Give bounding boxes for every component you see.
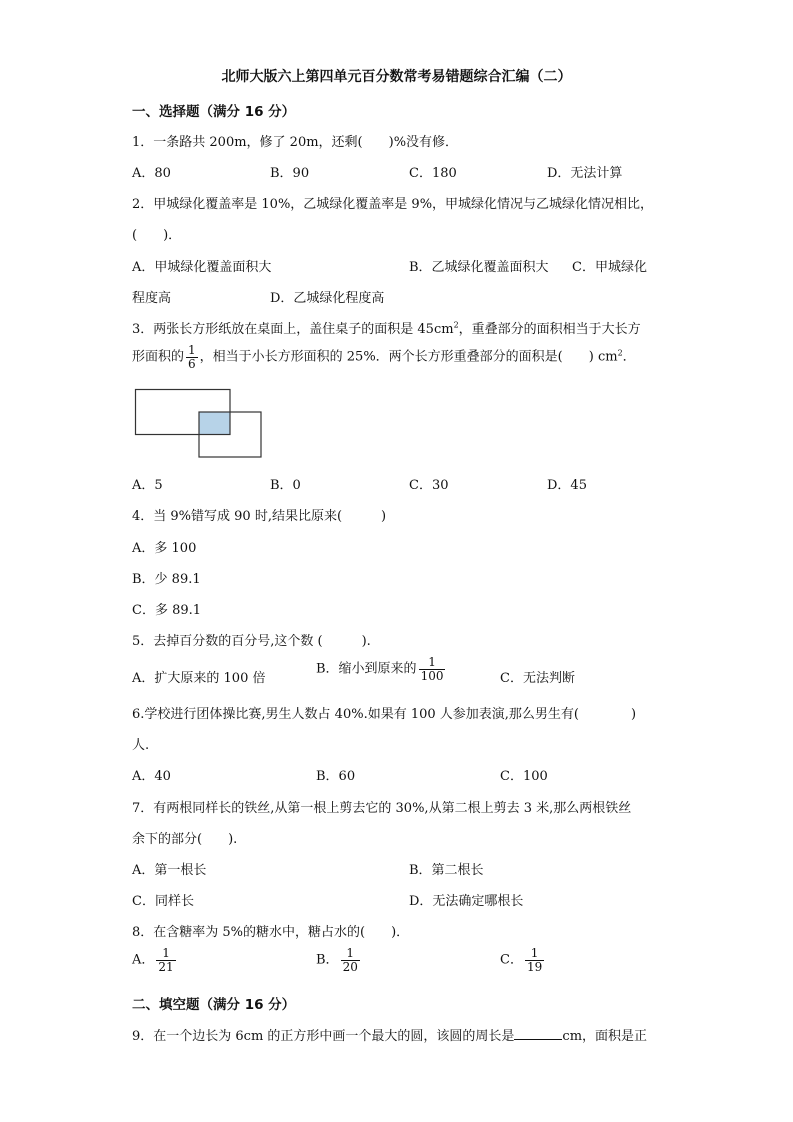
question-1-option-c: C．180: [409, 166, 457, 181]
question-8-option-a: [132, 947, 178, 973]
question-7-stem-line1: 7．有两根同样长的铁丝,从第一根上剪去它的 30%,从第二根上剪去 3 米,那么两根铁丝: [132, 801, 632, 816]
question-7-stem-line2: 余下的部分( ).: [132, 832, 238, 847]
fraction-denominator: 6: [188, 356, 196, 371]
question-2-option-a: A．甲城绿化覆盖面积大: [132, 260, 272, 275]
q3-text: 形面积的: [132, 349, 185, 365]
section-heading-choice: 一、选择题（满分 16 分）: [132, 104, 296, 120]
fraction-numerator: 1: [341, 947, 360, 961]
fraction-denominator: 20: [342, 959, 358, 974]
fraction: [525, 947, 544, 973]
question-4-option-b: B．少 89.1: [132, 572, 201, 587]
question-1-option-d: D．无法计算: [547, 166, 623, 181]
question-6-stem-line2: 人.: [132, 738, 150, 753]
question-4-option-a: A．多 100: [132, 541, 197, 556]
question-5-option-c: C．无法判断: [500, 671, 575, 686]
question-3-stem-line2: [132, 344, 636, 370]
fraction-numerator: 1: [525, 947, 544, 961]
answer-blank[interactable]: [514, 1027, 562, 1040]
question-5-option-a: A．扩大原来的 100 倍: [132, 671, 266, 686]
q9-text: cm，面积是正: [562, 1029, 648, 1044]
q3-text: ，相当于小长方形面积的 25%．两个长方形重叠部分的面积是( ) cm: [199, 349, 618, 365]
fraction: [156, 947, 175, 973]
question-7-option-d: D．无法确定哪根长: [409, 894, 524, 909]
option-label: A．: [132, 952, 155, 968]
option-label: B．缩小到原来的: [316, 661, 417, 677]
fraction: [186, 344, 198, 370]
question-2-option-d: D．乙城绿化程度高: [270, 291, 385, 306]
question-6-option-a: A．40: [132, 769, 171, 784]
q3-text: ．: [622, 349, 636, 365]
question-6-option-b: B．60: [316, 769, 356, 784]
question-7-option-a: A．第一根长: [132, 863, 207, 878]
fraction: [419, 656, 446, 682]
question-8-option-b: [316, 947, 362, 973]
question-3-stem-line1: [132, 318, 641, 337]
question-5-option-b: [316, 656, 447, 682]
question-7-option-b: B．第二根长: [409, 863, 484, 878]
question-5-stem: 5．去掉百分数的百分号,这个数 ( ).: [132, 634, 371, 649]
fraction: [341, 947, 360, 973]
question-2-stem-line1: 2．甲城绿化覆盖率是 10%，乙城绿化覆盖率是 9%，甲城绿化情况与乙城绿化情况相比，: [132, 197, 654, 212]
question-8-option-c: [500, 947, 546, 973]
option-label: B．: [316, 952, 339, 968]
fraction-denominator: 19: [526, 959, 543, 974]
fraction-numerator: 1: [188, 343, 196, 357]
superscript: 2: [617, 348, 623, 358]
superscript: 2: [453, 320, 459, 330]
q3-text: 3．两张长方形纸放在桌面上，盖住桌子的面积是 45cm: [132, 322, 454, 337]
option-label: C．: [500, 952, 523, 968]
question-7-option-c: C．同样长: [132, 894, 194, 909]
fraction-denominator: 100: [420, 668, 444, 683]
question-6-option-c: C．100: [500, 769, 548, 784]
section-heading-fill-in: 二、填空题（满分 16 分）: [132, 997, 296, 1013]
q9-text: 9．在一个边长为 6cm 的正方形中画一个最大的圆，该圆的周长是: [132, 1029, 515, 1044]
question-3-option-c: C．30: [409, 478, 449, 493]
question-3-option-d: D．45: [547, 478, 587, 493]
overlap-region: [199, 412, 230, 434]
question-2-option-b: B．乙城绿化覆盖面积大: [409, 260, 549, 275]
question-4-option-c: C．多 89.1: [132, 603, 202, 618]
question-1-option-b: B．90: [270, 166, 310, 181]
fraction-numerator: 1: [419, 656, 446, 670]
question-1-stem: 1．一条路共 200m，修了 20m，还剩( )%没有修．: [132, 135, 459, 150]
fraction-denominator: 21: [158, 959, 174, 974]
fraction-numerator: 1: [156, 947, 175, 961]
question-1-option-a: A．80: [132, 166, 171, 181]
question-2-option-c-cont: 程度高: [132, 291, 172, 306]
question-3-option-b: B．0: [270, 478, 301, 493]
question-9-stem: [132, 1025, 647, 1044]
question-6-stem-line1: 6.学校进行团体操比赛,男生人数占 40%.如果有 100 人参加表演,那么男生有( ): [132, 707, 637, 722]
question-2-option-c: C．甲城绿化: [572, 260, 647, 275]
question-2-stem-line2: ( )．: [132, 228, 182, 243]
overlapping-rectangles-diagram: [134, 388, 264, 460]
q3-text: ，重叠部分的面积相当于大长方: [458, 322, 641, 337]
question-4-stem: 4．当 9%错写成 90 时,结果比原来( ): [132, 509, 387, 524]
question-3-option-a: A．5: [132, 478, 163, 493]
page-title: 北师大版六上第四单元百分数常考易错题综合汇编（二）: [221, 69, 572, 85]
question-8-stem: 8．在含糖率为 5%的糖水中，糖占水的( )．: [132, 925, 410, 940]
